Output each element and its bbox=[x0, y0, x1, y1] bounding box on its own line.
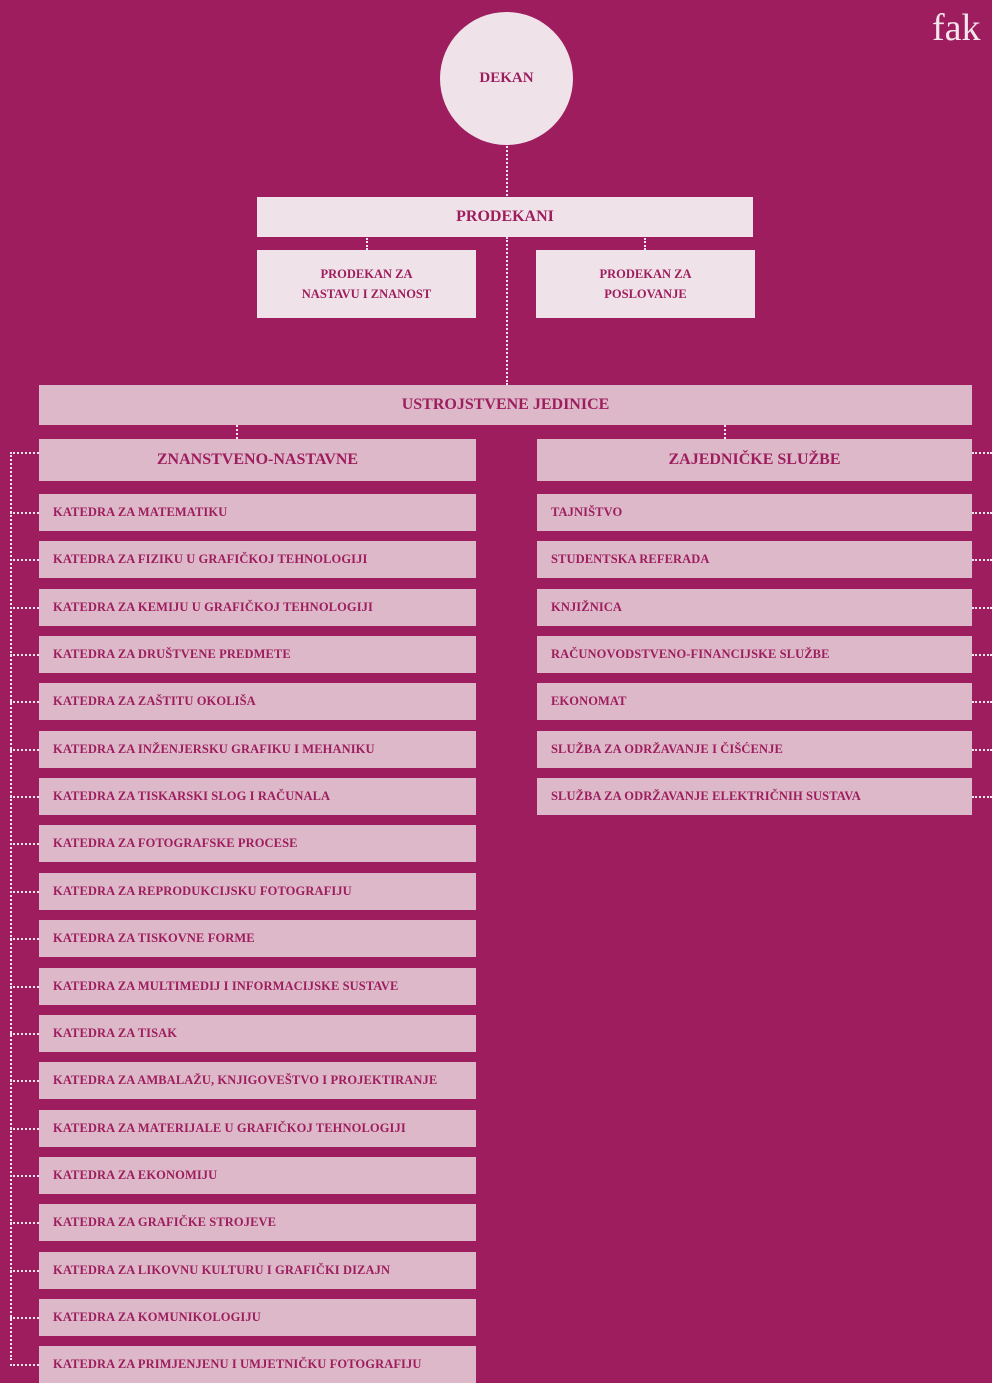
prodekan-nastava-line2: NASTAVU I ZNANOST bbox=[301, 287, 432, 301]
katedra-item: KATEDRA ZA FIZIKU U GRAFIČKOJ TEHNOLOGIJI bbox=[39, 541, 476, 578]
corner-title-fragment: fak bbox=[932, 7, 981, 49]
connector-prodekani-right bbox=[644, 238, 646, 250]
ustrojstvene-jedinice-label: USTROJSTVENE JEDINICE bbox=[401, 396, 610, 413]
katedra-item: KATEDRA ZA PRIMJENJENU I UMJETNIČKU FOTOGRAFIJU bbox=[39, 1346, 476, 1383]
bracket-tick bbox=[10, 559, 39, 561]
bracket-tick bbox=[10, 1175, 39, 1177]
bracket-tick bbox=[972, 607, 992, 609]
bracket-tick bbox=[10, 843, 39, 845]
dekan-label: DEKAN bbox=[479, 70, 534, 86]
katedra-item: KATEDRA ZA MULTIMEDIJ I INFORMACIJSKE SUSTAVE bbox=[39, 968, 476, 1005]
sluzba-item: SLUŽBA ZA ODRŽAVANJE ELEKTRIČNIH SUSTAVA bbox=[537, 778, 972, 815]
katedra-item: KATEDRA ZA TISKOVNE FORME bbox=[39, 920, 476, 957]
bracket-tick bbox=[10, 986, 39, 988]
prodekani-label: PRODEKANI bbox=[456, 208, 554, 225]
connector-dekan-prodekani bbox=[506, 146, 508, 196]
katedra-item: KATEDRA ZA KOMUNIKOLOGIJU bbox=[39, 1299, 476, 1336]
bracket-tick bbox=[10, 512, 39, 514]
bracket-tick bbox=[10, 749, 39, 751]
prodekan-nastava-node bbox=[257, 250, 476, 318]
sluzba-item: EKONOMAT bbox=[537, 683, 972, 720]
sluzba-item: RAČUNOVODSTVENO-FINANCIJSKE SLUŽBE bbox=[537, 636, 972, 673]
bracket-tick bbox=[10, 891, 39, 893]
katedra-item: KATEDRA ZA INŽENJERSKU GRAFIKU I MEHANIKU bbox=[39, 731, 476, 768]
dekan-node bbox=[440, 12, 573, 145]
bracket-tick bbox=[10, 1222, 39, 1224]
bracket-tick bbox=[10, 1270, 39, 1272]
bracket-tick bbox=[10, 1128, 39, 1130]
bracket-tick bbox=[10, 654, 39, 656]
katedra-item: KATEDRA ZA ZAŠTITU OKOLIŠA bbox=[39, 683, 476, 720]
bracket-tick bbox=[10, 1364, 39, 1366]
katedra-item: KATEDRA ZA DRUŠTVENE PREDMETE bbox=[39, 636, 476, 673]
bracket-tick bbox=[10, 607, 39, 609]
prodekan-poslovanje-line1: PRODEKAN ZA bbox=[599, 267, 692, 281]
sluzba-item: STUDENTSKA REFERADA bbox=[537, 541, 972, 578]
katedra-item: KATEDRA ZA FOTOGRAFSKE PROCESE bbox=[39, 825, 476, 862]
bracket-tick bbox=[972, 701, 992, 703]
zajednicke-sluzbe-label: ZAJEDNIČKE SLUŽBE bbox=[668, 451, 841, 468]
bracket-tick bbox=[10, 1317, 39, 1319]
katedra-item: KATEDRA ZA LIKOVNU KULTURU I GRAFIČKI DIZAJN bbox=[39, 1252, 476, 1289]
katedra-item: KATEDRA ZA KEMIJU U GRAFIČKOJ TEHNOLOGIJI bbox=[39, 589, 476, 626]
bracket-tick bbox=[10, 1033, 39, 1035]
connector-ustroj-zajednicke bbox=[724, 425, 726, 439]
connector-prodekani-ustrojstvene bbox=[506, 237, 508, 385]
bracket-tick bbox=[972, 796, 992, 798]
bracket-tick bbox=[10, 1080, 39, 1082]
sluzba-item: TAJNIŠTVO bbox=[537, 494, 972, 531]
bracket-tick bbox=[972, 512, 992, 514]
bracket-tick bbox=[10, 938, 39, 940]
katedra-item: KATEDRA ZA TISAK bbox=[39, 1015, 476, 1052]
bracket-tick bbox=[972, 654, 992, 656]
ustrojstvene-jedinice-node bbox=[39, 385, 972, 425]
katedra-item: KATEDRA ZA MATEMATIKU bbox=[39, 494, 476, 531]
prodekani-node bbox=[257, 197, 753, 237]
katedra-item: KATEDRA ZA TISKARSKI SLOG I RAČUNALA bbox=[39, 778, 476, 815]
katedra-item: KATEDRA ZA AMBALAŽU, KNJIGOVEŠTVO I PROJEKTIRANJE bbox=[39, 1062, 476, 1099]
bracket-tick bbox=[972, 452, 992, 454]
katedra-item: KATEDRA ZA MATERIJALE U GRAFIČKOJ TEHNOLOGIJI bbox=[39, 1110, 476, 1147]
katedra-item: KATEDRA ZA GRAFIČKE STROJEVE bbox=[39, 1204, 476, 1241]
katedra-item: KATEDRA ZA REPRODUKCIJSKU FOTOGRAFIJU bbox=[39, 873, 476, 910]
connector-ustroj-znanstveno bbox=[236, 425, 238, 439]
sluzba-item: KNJIŽNICA bbox=[537, 589, 972, 626]
znanstveno-nastavne-header bbox=[39, 439, 476, 481]
bracket-tick bbox=[972, 749, 992, 751]
bracket-tick bbox=[10, 452, 39, 454]
sluzba-item: SLUŽBA ZA ODRŽAVANJE I ČIŠĆENJE bbox=[537, 731, 972, 768]
bracket-tick bbox=[972, 559, 992, 561]
prodekan-poslovanje-node bbox=[536, 250, 755, 318]
zajednicke-sluzbe-header bbox=[537, 439, 972, 481]
bracket-tick bbox=[10, 796, 39, 798]
prodekan-nastava-line1: PRODEKAN ZA bbox=[320, 267, 413, 281]
connector-prodekani-left bbox=[366, 238, 368, 250]
prodekan-poslovanje-line2: POSLOVANJE bbox=[604, 287, 687, 301]
znanstveno-nastavne-label: ZNANSTVENO-NASTAVNE bbox=[156, 451, 359, 468]
bracket-tick bbox=[10, 701, 39, 703]
katedra-item: KATEDRA ZA EKONOMIJU bbox=[39, 1157, 476, 1194]
